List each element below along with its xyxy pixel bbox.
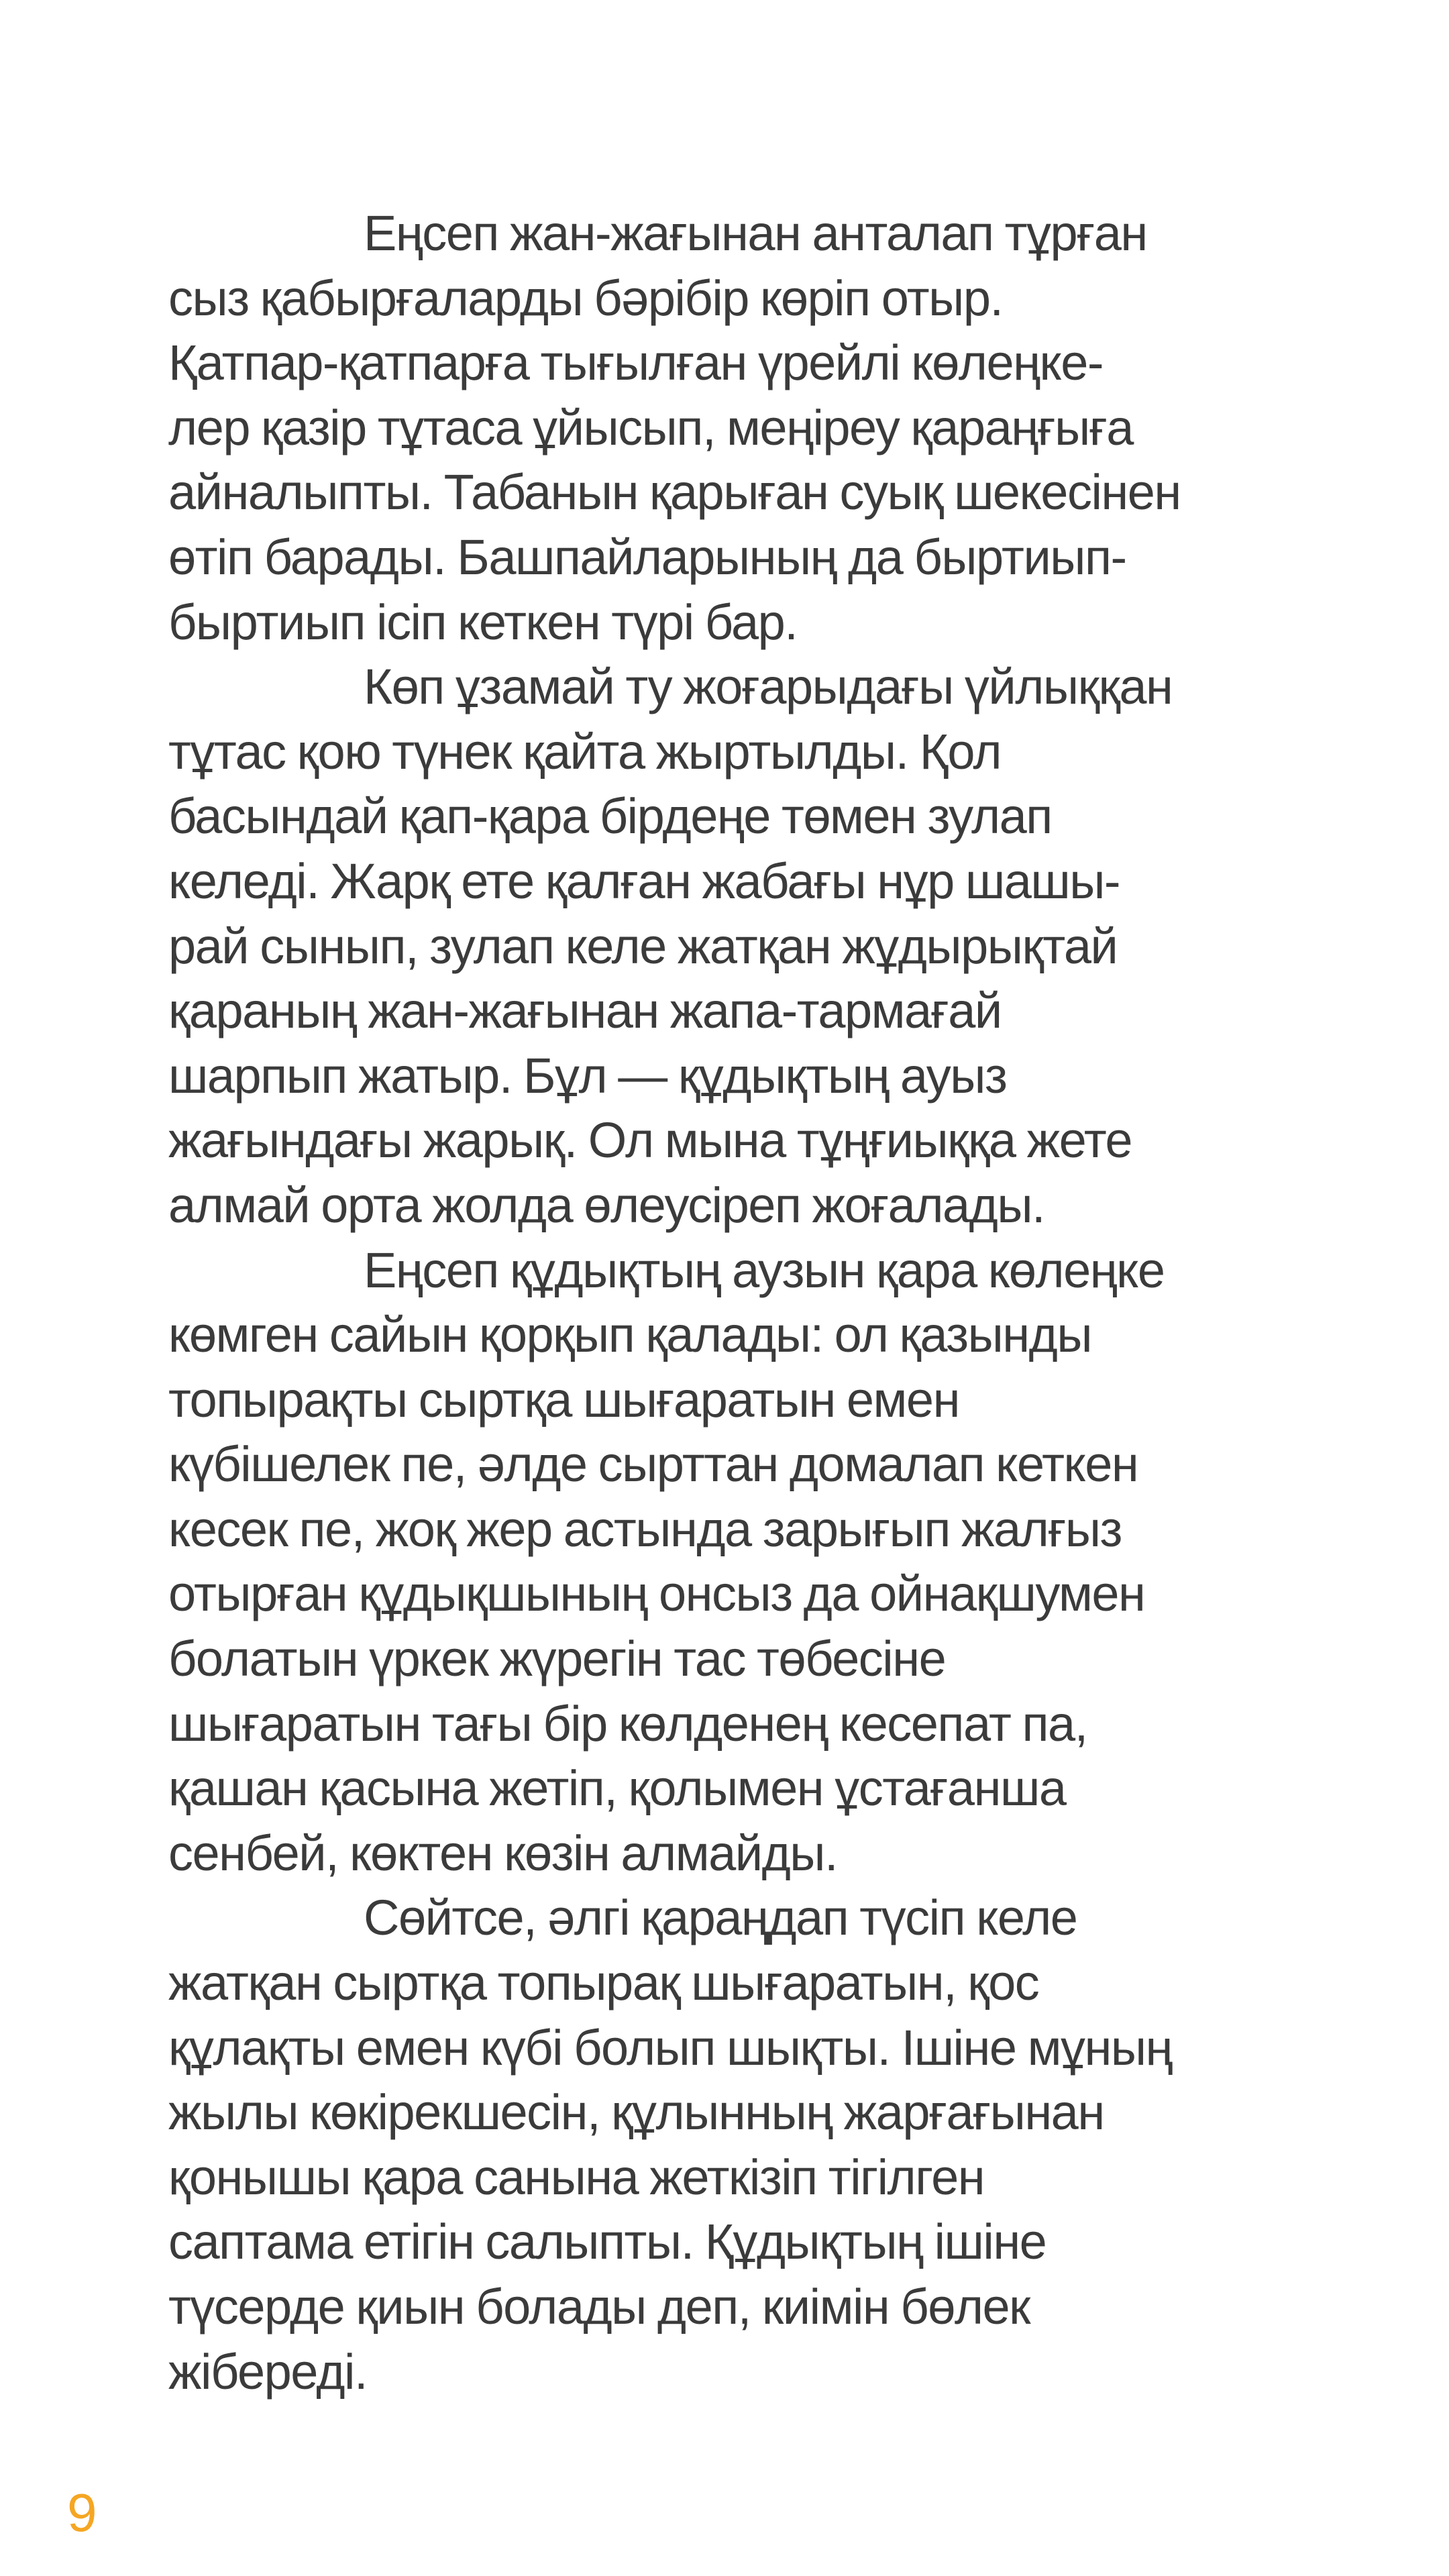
text-line: алмай орта жолда өлеусіреп жоғалады. [168, 1177, 1045, 1233]
page-number: 9 [67, 2483, 97, 2542]
text-line: жібереді. [168, 2343, 368, 2400]
paragraph-3 [168, 1238, 1336, 1886]
text-line: Көп ұзамай ту жоғарыдағы үйлыққан [364, 659, 1173, 715]
text-line: басындай қап-қара бірдеңе төмен зулап [168, 788, 1052, 845]
text-line: қонышы қара санына жеткізіп тігілген [168, 2149, 985, 2205]
text-line: түсерде қиын болады деп, киімін бөлек [168, 2279, 1030, 2334]
text-line: шығаратын тағы бір көлденең кесепат па, [168, 1695, 1087, 1752]
text-line: лер қазір тұтаса ұйысып, меңіреу қараңғыға [168, 399, 1133, 455]
text-line: кесек пе, жоқ жер астында зарығып жалғыз [168, 1501, 1122, 1557]
page-body-text [168, 201, 1336, 2404]
text-line: жылы көкірекшесін, құлынның жарғағынан [168, 2084, 1104, 2141]
text-line: Қатпар-қатпарға тығылған үрейлі көлеңке- [168, 335, 1104, 391]
text-line: саптама етігін салыпты. Құдықтың ішіне [168, 2214, 1046, 2270]
text-line: Еңсеп жан-жағынан анталап тұрған [364, 205, 1147, 261]
text-line: отырған құдықшының онсыз да ойнақшумен [168, 1566, 1145, 1622]
text-line: айналыпты. Табанын қарыған суық шекесінен [168, 464, 1181, 521]
text-line: рай сынып, зулап келе жатқан жұдырықтай [168, 918, 1118, 974]
text-line: шарпып жатыр. Бұл — құдықтың ауыз [168, 1047, 1007, 1104]
text-line: көмген сайын қорқып қалады: ол қазынды [168, 1307, 1091, 1363]
text-line: быртиып ісіп кеткен түрі бар. [168, 594, 798, 650]
text-line: жатқан сыртқа топырақ шығаратын, қос [168, 1955, 1039, 2011]
text-line: болатын үркек жүрегін тас төбесіне [168, 1631, 946, 1687]
text-line: сенбей, көктен көзін алмайды. [168, 1825, 838, 1881]
text-line: өтіп барады. Башпайларының да быртиып- [168, 529, 1126, 585]
text-line: қараның жан-жағынан жапа-тармағай [168, 983, 1002, 1039]
paragraph-2 [168, 655, 1336, 1238]
text-line: Сөйтсе, әлгі қараңдап түсіп келе [364, 1890, 1077, 1946]
text-line: келеді. Жарқ ете қалған жабағы нұр шашы- [168, 853, 1120, 909]
text-line: құлақты емен күбі болып шықты. Ішіне мұның [168, 2019, 1172, 2076]
text-line: Еңсеп құдықтың аузын қара көлеңке [364, 1242, 1165, 1298]
text-line: күбішелек пе, әлде сырттан домалап кеткен [168, 1436, 1138, 1493]
text-line: топырақты сыртқа шығаратын емен [168, 1371, 959, 1428]
paragraph-1 [168, 201, 1336, 655]
paragraph-4 [168, 1886, 1336, 2404]
text-line: жағындағы жарық. Ол мына тұңғиыққа жете [168, 1112, 1132, 1169]
text-line: тұтас қою түнек қайта жыртылды. Қол [168, 723, 1002, 780]
text-line: қашан қасына жетіп, қолымен ұстағанша [168, 1760, 1066, 1817]
text-line: сыз қабырғаларды бәрібір көріп отыр. [168, 270, 1003, 326]
